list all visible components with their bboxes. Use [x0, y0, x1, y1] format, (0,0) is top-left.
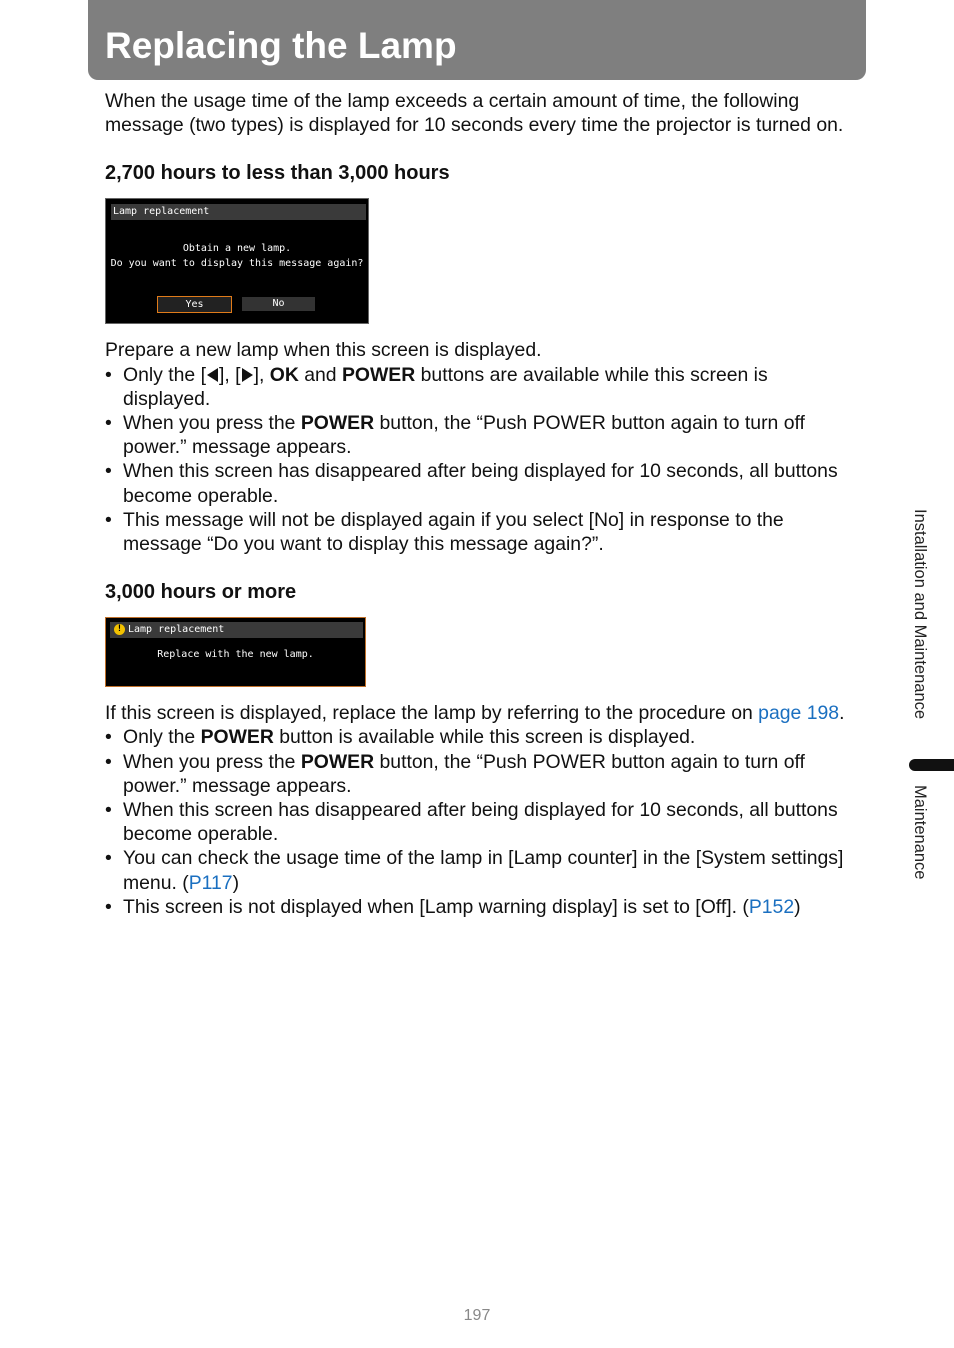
left-arrow-icon	[207, 368, 218, 382]
lamp-replacement-dialog-screenshot	[105, 198, 369, 324]
intro-text: When the usage time of the lamp exceeds a certain amount of time, the following message (two types) is displayed for 10 seconds every time the projector is turned on.	[105, 90, 844, 137]
section1-bullets	[105, 363, 853, 557]
list-item: • Only the [ ], [ ], OK and POWER buttons are available while this screen is displayed.	[105, 363, 853, 411]
warning-header: ! Lamp replacement	[110, 622, 363, 638]
side-tab-chapter[interactable]	[907, 509, 933, 745]
section1-heading: 2,700 hours to less than 3,000 hours	[105, 162, 450, 185]
yes-button-image: Yes	[157, 296, 232, 313]
side-section-label: Maintenance	[911, 785, 929, 880]
list-item: • This screen is not displayed when [Lamp warning display] is set to [Off]. (P152)	[105, 895, 853, 919]
dialog-line2: Do you want to display this message again?	[110, 258, 364, 270]
right-arrow-icon	[242, 368, 253, 382]
page-number: 197	[463, 1307, 491, 1324]
section2-heading: 3,000 hours or more	[105, 581, 297, 604]
list-item: • When you press the POWER button, the “Push POWER button again to turn off power.” message appears.	[105, 750, 853, 798]
list-item: • When you press the POWER button, the “Push POWER button again to turn off power.” message appears.	[105, 411, 853, 459]
page-198-link[interactable]: page 198	[758, 702, 840, 725]
list-item: • This message will not be displayed again if you select [No] in response to the message “Do you want to display this message again?”.	[105, 508, 853, 556]
dialog-line1: Obtain a new lamp.	[182, 243, 292, 255]
list-item: • Only the POWER button is available while this screen is displayed.	[105, 725, 853, 749]
dialog-header: Lamp replacement	[111, 204, 366, 220]
section2-bullets	[105, 725, 853, 919]
side-tab-section[interactable]	[907, 785, 933, 895]
section2-lead: If this screen is displayed, replace the lamp by referring to the procedure on page 198.	[105, 702, 845, 725]
section1-lead: Prepare a new lamp when this screen is displayed.	[105, 339, 542, 362]
warning-icon: !	[114, 624, 125, 635]
title-bar	[88, 0, 866, 80]
side-tab-marker	[909, 759, 954, 771]
list-item: • When this screen has disappeared after being displayed for 10 seconds, all buttons become operable.	[105, 459, 853, 507]
no-button-image: No	[242, 297, 315, 311]
list-item: • You can check the usage time of the lamp in [Lamp counter] in the [System settings] menu. (P117)	[105, 846, 853, 894]
list-item: • When this screen has disappeared after being displayed for 10 seconds, all buttons become operable.	[105, 798, 853, 846]
page-title: Replacing the Lamp	[105, 25, 457, 66]
p117-link[interactable]: P117	[188, 871, 233, 894]
main-content	[105, 89, 853, 919]
side-chapter-label: Installation and Maintenance	[911, 509, 929, 720]
lamp-warning-screenshot	[105, 617, 366, 687]
p152-link[interactable]: P152	[748, 895, 795, 918]
warning-line: Replace with the new lamp.	[157, 649, 314, 661]
